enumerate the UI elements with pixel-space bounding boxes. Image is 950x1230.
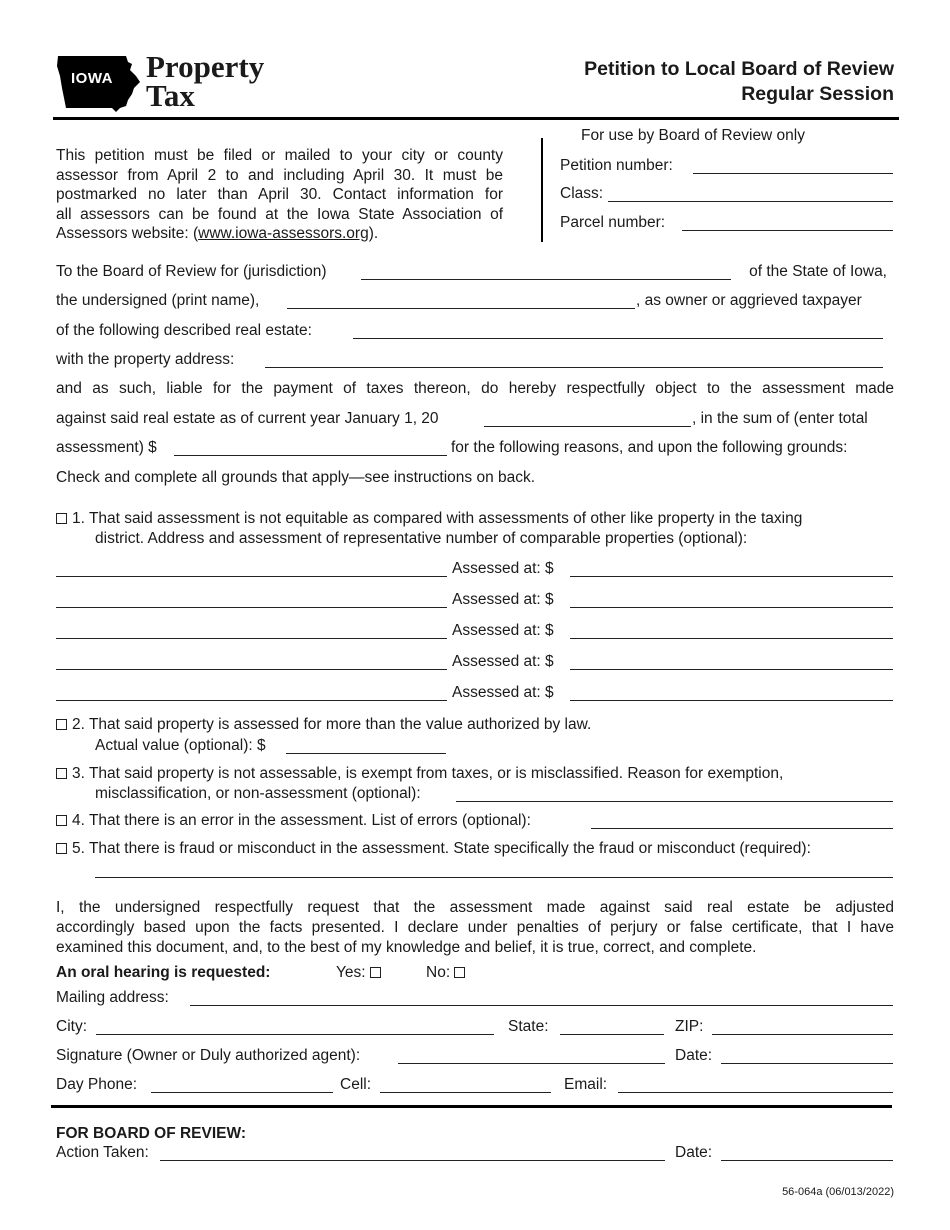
total-assessment-label: assessment) $ <box>56 439 157 456</box>
petition-number-label: Petition number: <box>560 157 673 174</box>
ground-2-checkbox[interactable] <box>56 719 67 730</box>
assessed-at-label: Assessed at: $ <box>452 622 554 639</box>
declaration-line: examined this document, and, to the best of my knowledge and belief, it is true, correct, and complete. <box>56 939 757 956</box>
name-label: the undersigned (print name), <box>56 292 260 309</box>
cell-label: Cell: <box>340 1076 372 1093</box>
oral-hearing-yes-checkbox[interactable] <box>370 967 381 978</box>
ground-3-text-cont: misclassification, or non-assessment (optional): <box>95 785 421 802</box>
ground-2 <box>56 715 591 734</box>
state-field[interactable] <box>560 1016 664 1035</box>
real-estate-description-field[interactable] <box>353 320 883 339</box>
ground-5 <box>56 839 811 858</box>
ground-3-text: 3. That said property is not assessable, is exempt from taxes, or is misclassified. Reason for exemption, <box>72 765 784 782</box>
oral-hearing-no <box>426 963 470 982</box>
intro-text: Assessors website: ( <box>56 225 199 242</box>
logo-state-label: IOWA <box>71 70 113 87</box>
yes-label: Yes: <box>336 964 366 981</box>
board-section-rule <box>51 1105 892 1108</box>
board-date-field[interactable] <box>721 1142 893 1161</box>
ground-4-text: 4. That there is an error in the assessment. List of errors (optional): <box>72 812 531 829</box>
oral-hearing-label: An oral hearing is requested: <box>56 964 271 981</box>
board-date-label: Date: <box>675 1144 713 1161</box>
jurisdiction-label: To the Board of Review for (jurisdiction) <box>56 263 327 280</box>
mailing-address-label: Mailing address: <box>56 989 169 1006</box>
petition-number-field[interactable] <box>693 155 893 174</box>
object-statement: and as such, liable for the payment of taxes thereon, do hereby respectfully object to the assessment made <box>56 380 894 397</box>
declaration-line: I, the undersigned respectfully request that the assessment made against said real estate be adjusted <box>56 899 894 916</box>
ground-5-text: 5. That there is fraud or misconduct in the assessment. State specifically the fraud or misconduct (required): <box>72 840 811 857</box>
name-suffix: , as owner or aggrieved taxpayer <box>636 292 862 309</box>
property-address-field[interactable] <box>265 349 883 368</box>
total-assessment-suffix: for the following reasons, and upon the following grounds: <box>451 439 848 456</box>
parcel-number-label: Parcel number: <box>560 214 666 231</box>
fraud-description-field[interactable] <box>95 859 893 878</box>
no-label: No: <box>426 964 451 981</box>
intro-line: assessor from April 2 to and including April 30. It must be <box>56 166 503 184</box>
form-subtitle: Regular Session <box>741 83 894 105</box>
day-phone-field[interactable] <box>151 1074 333 1093</box>
oral-hearing-no-checkbox[interactable] <box>454 967 465 978</box>
city-label: City: <box>56 1018 87 1035</box>
ground-3 <box>56 764 783 783</box>
comparable-address-field[interactable] <box>56 589 447 608</box>
declaration-paragraph <box>56 898 894 958</box>
actual-value-field[interactable] <box>286 735 446 754</box>
ground-3-checkbox[interactable] <box>56 768 67 779</box>
comparable-address-field[interactable] <box>56 682 447 701</box>
ground-1 <box>56 509 802 528</box>
header-rule <box>53 117 899 120</box>
assessors-website-link[interactable]: www.iowa-assessors.org <box>198 225 369 242</box>
intro-paragraph <box>56 146 503 244</box>
assessed-at-label: Assessed at: $ <box>452 653 554 670</box>
ground-4 <box>56 811 531 830</box>
comparable-address-field[interactable] <box>56 620 447 639</box>
assessed-at-label: Assessed at: $ <box>452 684 554 701</box>
ground-4-checkbox[interactable] <box>56 815 67 826</box>
mailing-address-field[interactable] <box>190 987 893 1006</box>
comparable-assessed-value-field[interactable] <box>570 620 893 639</box>
errors-list-field[interactable] <box>591 810 893 829</box>
assessment-year-field[interactable] <box>484 408 691 427</box>
class-field[interactable] <box>608 183 893 202</box>
logo-line1: Property <box>146 49 265 84</box>
ground-2-text: 2. That said property is assessed for more than the value authorized by law. <box>72 716 592 733</box>
intro-line: postmarked no later than April 30. Contact information for <box>56 186 503 203</box>
office-box-heading: For use by Board of Review only <box>581 127 805 144</box>
assessment-year-label: against said real estate as of current year January 1, 20 <box>56 410 439 427</box>
cell-field[interactable] <box>380 1074 551 1093</box>
assessment-year-suffix: , in the sum of (enter total <box>692 410 868 427</box>
action-taken-label: Action Taken: <box>56 1144 149 1161</box>
email-field[interactable] <box>618 1074 893 1093</box>
action-taken-field[interactable] <box>160 1142 665 1161</box>
property-address-label: with the property address: <box>56 351 235 368</box>
real-estate-label: of the following described real estate: <box>56 322 312 339</box>
ground-1-text-cont: district. Address and assessment of representative number of comparable properties (optional): <box>95 530 748 547</box>
zip-label: ZIP: <box>675 1018 704 1035</box>
email-label: Email: <box>564 1076 608 1093</box>
print-name-field[interactable] <box>287 290 635 309</box>
intro-line: all assessors can be found at the Iowa State Association of <box>56 205 503 223</box>
logo-line2: Tax <box>146 78 195 113</box>
assessed-at-label: Assessed at: $ <box>452 591 554 608</box>
intro-line: This petition must be filed or mailed to your city or county <box>56 147 503 164</box>
signature-label: Signature (Owner or Duly authorized agent): <box>56 1047 361 1064</box>
ground-5-checkbox[interactable] <box>56 843 67 854</box>
comparable-assessed-value-field[interactable] <box>570 589 893 608</box>
state-label: State: <box>508 1018 549 1035</box>
city-field[interactable] <box>96 1016 494 1035</box>
ground-1-checkbox[interactable] <box>56 513 67 524</box>
comparable-address-field[interactable] <box>56 651 447 670</box>
total-assessment-field[interactable] <box>174 437 447 456</box>
comparable-address-field[interactable] <box>56 558 447 577</box>
form-title: Petition to Local Board of Review <box>584 58 894 80</box>
parcel-number-field[interactable] <box>682 212 893 231</box>
oral-hearing-yes <box>336 963 386 982</box>
comparable-assessed-value-field[interactable] <box>570 558 893 577</box>
form-id: 56-064a (06/013/2022) <box>782 1186 894 1198</box>
signature-date-label: Date: <box>675 1047 713 1064</box>
actual-value-label: Actual value (optional): $ <box>95 737 266 754</box>
declaration-line: accordingly based upon the facts presented. I declare under penalties of perjury or false certificate, that I have <box>56 919 894 936</box>
ground-1-text: 1. That said assessment is not equitable as compared with assessments of other like property in the taxing <box>72 510 803 527</box>
exemption-reason-field[interactable] <box>456 783 893 802</box>
check-instruction: Check and complete all grounds that apply—see instructions on back. <box>56 469 536 486</box>
zip-field[interactable] <box>712 1016 893 1035</box>
jurisdiction-suffix: of the State of Iowa, <box>749 263 887 280</box>
day-phone-label: Day Phone: <box>56 1076 137 1093</box>
signature-field[interactable] <box>398 1045 665 1064</box>
comparable-assessed-value-field[interactable] <box>570 682 893 701</box>
class-label: Class: <box>560 185 604 202</box>
intro-text: ). <box>368 225 379 242</box>
signature-date-field[interactable] <box>721 1045 893 1064</box>
jurisdiction-field[interactable] <box>361 261 731 280</box>
comparable-assessed-value-field[interactable] <box>570 651 893 670</box>
assessed-at-label: Assessed at: $ <box>452 560 554 577</box>
office-box-divider <box>541 138 543 242</box>
board-heading: FOR BOARD OF REVIEW: <box>56 1125 247 1142</box>
